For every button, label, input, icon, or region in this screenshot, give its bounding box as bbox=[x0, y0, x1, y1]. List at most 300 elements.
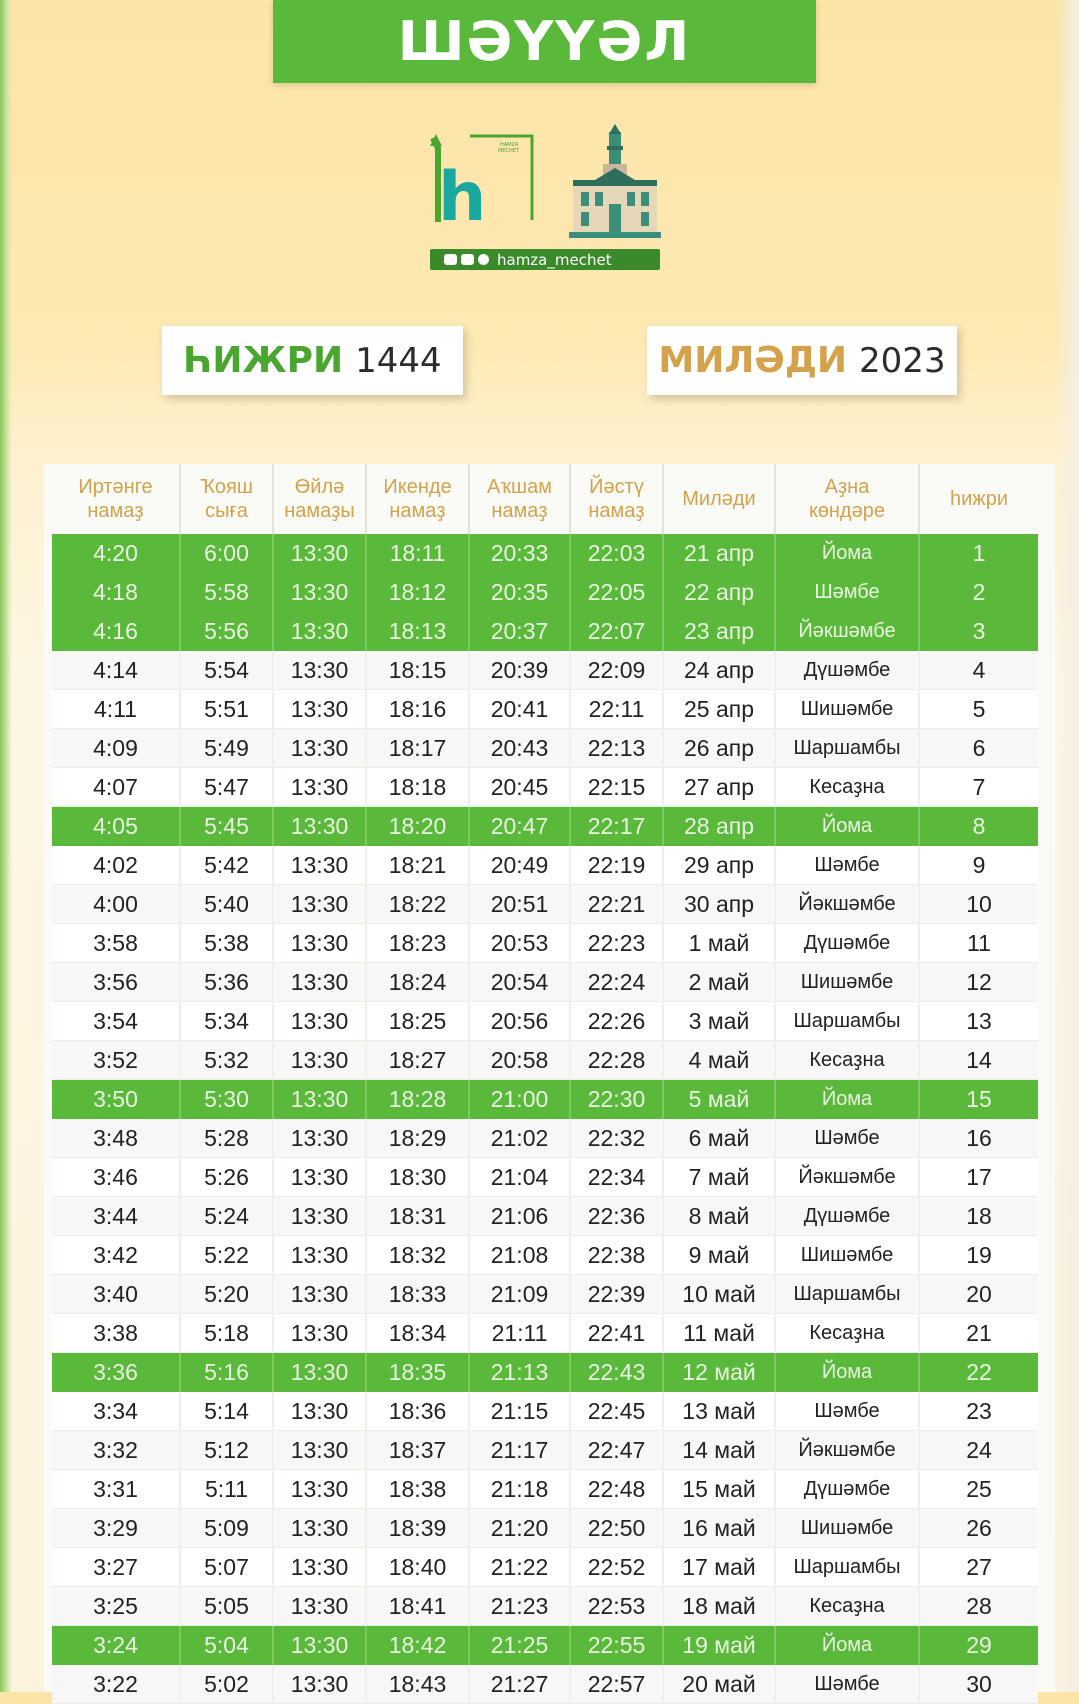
cell-evening-prayer: 21:18 bbox=[469, 1470, 570, 1509]
cell-afternoon-prayer: 18:13 bbox=[366, 612, 469, 651]
cell-hijri-day: 6 bbox=[919, 729, 1038, 768]
cell-weekday: Йәкшәмбе bbox=[775, 1158, 919, 1197]
cell-weekday: Шәмбе bbox=[775, 1665, 919, 1704]
cell-evening-prayer: 20:41 bbox=[469, 690, 570, 729]
cell-gregorian-date: 2 май bbox=[663, 963, 775, 1002]
cell-night-prayer: 22:24 bbox=[570, 963, 663, 1002]
cell-sunrise: 5:22 bbox=[180, 1236, 273, 1275]
cell-sunrise: 5:45 bbox=[180, 807, 273, 846]
cell-noon-prayer: 13:30 bbox=[273, 924, 366, 963]
cell-sunrise: 5:51 bbox=[180, 690, 273, 729]
cell-afternoon-prayer: 18:16 bbox=[366, 690, 469, 729]
cell-evening-prayer: 20:45 bbox=[469, 768, 570, 807]
table-row-friday bbox=[52, 1626, 1038, 1665]
cell-sunrise: 5:18 bbox=[180, 1314, 273, 1353]
cell-evening-prayer: 20:54 bbox=[469, 963, 570, 1002]
cell-weekday: Йәкшәмбе bbox=[775, 1431, 919, 1470]
cell-night-prayer: 22:11 bbox=[570, 690, 663, 729]
cell-morning-prayer: 3:54 bbox=[52, 1002, 180, 1041]
cell-afternoon-prayer: 18:35 bbox=[366, 1353, 469, 1392]
cell-weekday: Йәкшәмбе bbox=[775, 612, 919, 651]
cell-hijri-day: 4 bbox=[919, 651, 1038, 690]
cell-sunrise: 5:54 bbox=[180, 651, 273, 690]
cell-noon-prayer: 13:30 bbox=[273, 573, 366, 612]
cell-weekday: Шишәмбе bbox=[775, 1236, 919, 1275]
cell-morning-prayer: 3:32 bbox=[52, 1431, 180, 1470]
cell-sunrise: 5:58 bbox=[180, 573, 273, 612]
cell-evening-prayer: 20:51 bbox=[469, 885, 570, 924]
cell-weekday: Шәмбе bbox=[775, 846, 919, 885]
cell-afternoon-prayer: 18:30 bbox=[366, 1158, 469, 1197]
cell-afternoon-prayer: 18:34 bbox=[366, 1314, 469, 1353]
cell-morning-prayer: 4:05 bbox=[52, 807, 180, 846]
cell-afternoon-prayer: 18:29 bbox=[366, 1119, 469, 1158]
cell-gregorian-date: 24 апр bbox=[663, 651, 775, 690]
cell-noon-prayer: 13:30 bbox=[273, 1548, 366, 1587]
cell-night-prayer: 22:41 bbox=[570, 1314, 663, 1353]
cell-afternoon-prayer: 18:18 bbox=[366, 768, 469, 807]
cell-hijri-day: 22 bbox=[919, 1353, 1038, 1392]
cell-noon-prayer: 13:30 bbox=[273, 1626, 366, 1665]
cell-weekday: Дүшәмбе bbox=[775, 924, 919, 963]
cell-noon-prayer: 13:30 bbox=[273, 885, 366, 924]
cell-gregorian-date: 25 апр bbox=[663, 690, 775, 729]
cell-evening-prayer: 21:15 bbox=[469, 1392, 570, 1431]
cell-hijri-day: 2 bbox=[919, 573, 1038, 612]
cell-hijri-day: 30 bbox=[919, 1665, 1038, 1704]
cell-weekday: Шишәмбе bbox=[775, 1509, 919, 1548]
cell-afternoon-prayer: 18:21 bbox=[366, 846, 469, 885]
cell-weekday: Йома bbox=[775, 1080, 919, 1119]
cell-gregorian-date: 28 апр bbox=[663, 807, 775, 846]
cell-gregorian-date: 18 май bbox=[663, 1587, 775, 1626]
cell-night-prayer: 22:38 bbox=[570, 1236, 663, 1275]
cell-evening-prayer: 21:11 bbox=[469, 1314, 570, 1353]
cell-afternoon-prayer: 18:42 bbox=[366, 1626, 469, 1665]
cell-gregorian-date: 3 май bbox=[663, 1002, 775, 1041]
cell-evening-prayer: 21:27 bbox=[469, 1665, 570, 1704]
cell-gregorian-date: 11 май bbox=[663, 1314, 775, 1353]
cell-gregorian-date: 22 апр bbox=[663, 573, 775, 612]
cell-morning-prayer: 3:24 bbox=[52, 1626, 180, 1665]
cell-night-prayer: 22:21 bbox=[570, 885, 663, 924]
cell-hijri-day: 26 bbox=[919, 1509, 1038, 1548]
cell-evening-prayer: 20:49 bbox=[469, 846, 570, 885]
cell-sunrise: 5:16 bbox=[180, 1353, 273, 1392]
vk-icon bbox=[461, 254, 474, 265]
table-row-friday bbox=[52, 534, 1038, 573]
cell-night-prayer: 22:50 bbox=[570, 1509, 663, 1548]
table-row bbox=[52, 768, 1038, 807]
cell-sunrise: 5:40 bbox=[180, 885, 273, 924]
cell-gregorian-date: 20 май bbox=[663, 1665, 775, 1704]
cell-morning-prayer: 4:20 bbox=[52, 534, 180, 573]
cell-weekday: Шаршамбы bbox=[775, 729, 919, 768]
cell-gregorian-date: 15 май bbox=[663, 1470, 775, 1509]
cell-noon-prayer: 13:30 bbox=[273, 768, 366, 807]
cell-sunrise: 5:24 bbox=[180, 1197, 273, 1236]
cell-morning-prayer: 4:14 bbox=[52, 651, 180, 690]
cell-evening-prayer: 21:25 bbox=[469, 1626, 570, 1665]
cell-morning-prayer: 3:27 bbox=[52, 1548, 180, 1587]
table-header-row bbox=[52, 464, 1038, 534]
cell-hijri-day: 11 bbox=[919, 924, 1038, 963]
cell-hijri-day: 17 bbox=[919, 1158, 1038, 1197]
cell-afternoon-prayer: 18:20 bbox=[366, 807, 469, 846]
cell-weekday: Дүшәмбе bbox=[775, 1197, 919, 1236]
cell-night-prayer: 22:26 bbox=[570, 1002, 663, 1041]
cell-weekday: Шәмбе bbox=[775, 1119, 919, 1158]
table-row bbox=[52, 1470, 1038, 1509]
cell-gregorian-date: 17 май bbox=[663, 1548, 775, 1587]
cell-evening-prayer: 21:00 bbox=[469, 1080, 570, 1119]
cell-afternoon-prayer: 18:27 bbox=[366, 1041, 469, 1080]
cell-sunrise: 6:00 bbox=[180, 534, 273, 573]
cell-night-prayer: 22:48 bbox=[570, 1470, 663, 1509]
cell-weekday: Шәмбе bbox=[775, 573, 919, 612]
cell-gregorian-date: 14 май bbox=[663, 1431, 775, 1470]
cell-noon-prayer: 13:30 bbox=[273, 807, 366, 846]
cell-weekday: Шаршамбы bbox=[775, 1002, 919, 1041]
cell-sunrise: 5:04 bbox=[180, 1626, 273, 1665]
cell-evening-prayer: 21:23 bbox=[469, 1587, 570, 1626]
cell-noon-prayer: 13:30 bbox=[273, 1431, 366, 1470]
cell-sunrise: 5:36 bbox=[180, 963, 273, 1002]
cell-night-prayer: 22:23 bbox=[570, 924, 663, 963]
cell-hijri-day: 9 bbox=[919, 846, 1038, 885]
cell-weekday: Йома bbox=[775, 1626, 919, 1665]
column-header-morning-prayer: Иртәнге намаҙ bbox=[52, 464, 180, 534]
table-row bbox=[52, 1587, 1038, 1626]
cell-gregorian-date: 13 май bbox=[663, 1392, 775, 1431]
cell-afternoon-prayer: 18:12 bbox=[366, 573, 469, 612]
cell-hijri-day: 3 bbox=[919, 612, 1038, 651]
cell-morning-prayer: 3:31 bbox=[52, 1470, 180, 1509]
social-handle-bar bbox=[430, 249, 660, 270]
table-body bbox=[52, 534, 1038, 1704]
cell-sunrise: 5:34 bbox=[180, 1002, 273, 1041]
cell-sunrise: 5:09 bbox=[180, 1509, 273, 1548]
cell-gregorian-date: 5 май bbox=[663, 1080, 775, 1119]
cell-morning-prayer: 3:40 bbox=[52, 1275, 180, 1314]
cell-gregorian-date: 8 май bbox=[663, 1197, 775, 1236]
cell-evening-prayer: 20:58 bbox=[469, 1041, 570, 1080]
table-row bbox=[52, 729, 1038, 768]
cell-hijri-day: 8 bbox=[919, 807, 1038, 846]
cell-evening-prayer: 21:09 bbox=[469, 1275, 570, 1314]
cell-gregorian-date: 26 апр bbox=[663, 729, 775, 768]
cell-night-prayer: 22:43 bbox=[570, 1353, 663, 1392]
cell-noon-prayer: 13:30 bbox=[273, 690, 366, 729]
cell-evening-prayer: 20:33 bbox=[469, 534, 570, 573]
cell-night-prayer: 22:13 bbox=[570, 729, 663, 768]
table-row bbox=[52, 1158, 1038, 1197]
table-row bbox=[52, 1314, 1038, 1353]
table-row-friday bbox=[52, 1353, 1038, 1392]
cell-night-prayer: 22:34 bbox=[570, 1158, 663, 1197]
cell-evening-prayer: 20:35 bbox=[469, 573, 570, 612]
cell-hijri-day: 13 bbox=[919, 1002, 1038, 1041]
cell-noon-prayer: 13:30 bbox=[273, 1197, 366, 1236]
cell-night-prayer: 22:47 bbox=[570, 1431, 663, 1470]
cell-hijri-day: 25 bbox=[919, 1470, 1038, 1509]
cell-weekday: Йома bbox=[775, 1353, 919, 1392]
cell-noon-prayer: 13:30 bbox=[273, 846, 366, 885]
cell-hijri-day: 21 bbox=[919, 1314, 1038, 1353]
cell-gregorian-date: 9 май bbox=[663, 1236, 775, 1275]
table-row bbox=[52, 885, 1038, 924]
cell-morning-prayer: 3:56 bbox=[52, 963, 180, 1002]
cell-noon-prayer: 13:30 bbox=[273, 1002, 366, 1041]
cell-night-prayer: 22:03 bbox=[570, 534, 663, 573]
cell-night-prayer: 22:07 bbox=[570, 612, 663, 651]
cell-morning-prayer: 3:34 bbox=[52, 1392, 180, 1431]
cell-gregorian-date: 7 май bbox=[663, 1158, 775, 1197]
cell-gregorian-date: 19 май bbox=[663, 1626, 775, 1665]
cell-sunrise: 5:56 bbox=[180, 612, 273, 651]
cell-night-prayer: 22:53 bbox=[570, 1587, 663, 1626]
cell-morning-prayer: 3:25 bbox=[52, 1587, 180, 1626]
cell-afternoon-prayer: 18:25 bbox=[366, 1002, 469, 1041]
cell-hijri-day: 15 bbox=[919, 1080, 1038, 1119]
cell-noon-prayer: 13:30 bbox=[273, 1236, 366, 1275]
cell-noon-prayer: 13:30 bbox=[273, 1470, 366, 1509]
table-row bbox=[52, 1548, 1038, 1587]
hamza-mosque-logo bbox=[430, 134, 535, 234]
miladi-label: МИЛӘДИ bbox=[658, 340, 848, 381]
cell-morning-prayer: 3:38 bbox=[52, 1314, 180, 1353]
cell-sunrise: 5:14 bbox=[180, 1392, 273, 1431]
cell-gregorian-date: 23 апр bbox=[663, 612, 775, 651]
table-row bbox=[52, 1041, 1038, 1080]
cell-weekday: Шаршамбы bbox=[775, 1275, 919, 1314]
table-row bbox=[52, 1002, 1038, 1041]
cell-gregorian-date: 12 май bbox=[663, 1353, 775, 1392]
cell-afternoon-prayer: 18:22 bbox=[366, 885, 469, 924]
hijri-year-box bbox=[162, 326, 463, 395]
cell-afternoon-prayer: 18:41 bbox=[366, 1587, 469, 1626]
cell-night-prayer: 22:52 bbox=[570, 1548, 663, 1587]
cell-sunrise: 5:20 bbox=[180, 1275, 273, 1314]
cell-afternoon-prayer: 18:17 bbox=[366, 729, 469, 768]
cell-weekday: Кесаҙна bbox=[775, 768, 919, 807]
cell-sunrise: 5:49 bbox=[180, 729, 273, 768]
cell-afternoon-prayer: 18:32 bbox=[366, 1236, 469, 1275]
cell-weekday: Дүшәмбе bbox=[775, 651, 919, 690]
cell-sunrise: 5:11 bbox=[180, 1470, 273, 1509]
cell-morning-prayer: 3:52 bbox=[52, 1041, 180, 1080]
cell-night-prayer: 22:09 bbox=[570, 651, 663, 690]
cell-afternoon-prayer: 18:24 bbox=[366, 963, 469, 1002]
cell-noon-prayer: 13:30 bbox=[273, 1080, 366, 1119]
cell-noon-prayer: 13:30 bbox=[273, 729, 366, 768]
cell-afternoon-prayer: 18:33 bbox=[366, 1275, 469, 1314]
cell-weekday: Дүшәмбе bbox=[775, 1470, 919, 1509]
cell-hijri-day: 18 bbox=[919, 1197, 1038, 1236]
cell-hijri-day: 29 bbox=[919, 1626, 1038, 1665]
cell-morning-prayer: 4:00 bbox=[52, 885, 180, 924]
column-header-gregorian-date: Миләди bbox=[663, 464, 775, 534]
table-row bbox=[52, 846, 1038, 885]
cell-noon-prayer: 13:30 bbox=[273, 1275, 366, 1314]
cell-noon-prayer: 13:30 bbox=[273, 1314, 366, 1353]
cell-afternoon-prayer: 18:40 bbox=[366, 1548, 469, 1587]
column-header-afternoon-prayer: Икенде намаҙ bbox=[366, 464, 469, 534]
cell-sunrise: 5:05 bbox=[180, 1587, 273, 1626]
left-border-decoration bbox=[0, 0, 12, 1692]
cell-weekday: Шишәмбе bbox=[775, 690, 919, 729]
cell-morning-prayer: 4:16 bbox=[52, 612, 180, 651]
cell-gregorian-date: 27 апр bbox=[663, 768, 775, 807]
cell-weekday: Йома bbox=[775, 807, 919, 846]
column-header-sunrise: Ҡояш сығa bbox=[180, 464, 273, 534]
cell-evening-prayer: 21:06 bbox=[469, 1197, 570, 1236]
cell-noon-prayer: 13:30 bbox=[273, 963, 366, 1002]
cell-evening-prayer: 21:13 bbox=[469, 1353, 570, 1392]
cell-evening-prayer: 20:56 bbox=[469, 1002, 570, 1041]
month-title-banner bbox=[273, 0, 816, 83]
cell-hijri-day: 7 bbox=[919, 768, 1038, 807]
cell-afternoon-prayer: 18:11 bbox=[366, 534, 469, 573]
cell-night-prayer: 22:36 bbox=[570, 1197, 663, 1236]
cell-night-prayer: 22:57 bbox=[570, 1665, 663, 1704]
cell-evening-prayer: 20:37 bbox=[469, 612, 570, 651]
cell-morning-prayer: 3:36 bbox=[52, 1353, 180, 1392]
cell-evening-prayer: 20:43 bbox=[469, 729, 570, 768]
cell-sunrise: 5:42 bbox=[180, 846, 273, 885]
table-row bbox=[52, 1197, 1038, 1236]
cell-morning-prayer: 3:46 bbox=[52, 1158, 180, 1197]
table-row bbox=[52, 1275, 1038, 1314]
cell-gregorian-date: 4 май bbox=[663, 1041, 775, 1080]
prayer-times-table bbox=[52, 464, 1038, 1704]
column-header-weekday: Аҙна көндәре bbox=[775, 464, 919, 534]
cell-evening-prayer: 21:22 bbox=[469, 1548, 570, 1587]
table-row bbox=[52, 1392, 1038, 1431]
table-row-friday bbox=[52, 1080, 1038, 1119]
cell-morning-prayer: 4:07 bbox=[52, 768, 180, 807]
table-row bbox=[52, 963, 1038, 1002]
cell-evening-prayer: 20:47 bbox=[469, 807, 570, 846]
miladi-year: 2023 bbox=[859, 340, 946, 381]
table-row bbox=[52, 1119, 1038, 1158]
cell-sunrise: 5:47 bbox=[180, 768, 273, 807]
cell-night-prayer: 22:30 bbox=[570, 1080, 663, 1119]
table-row bbox=[52, 1431, 1038, 1470]
cell-morning-prayer: 3:58 bbox=[52, 924, 180, 963]
cell-afternoon-prayer: 18:37 bbox=[366, 1431, 469, 1470]
cell-hijri-day: 5 bbox=[919, 690, 1038, 729]
cell-night-prayer: 22:45 bbox=[570, 1392, 663, 1431]
cell-hijri-day: 14 bbox=[919, 1041, 1038, 1080]
table-row-friday bbox=[52, 807, 1038, 846]
cell-noon-prayer: 13:30 bbox=[273, 1041, 366, 1080]
cell-evening-prayer: 21:04 bbox=[469, 1158, 570, 1197]
table-row bbox=[52, 690, 1038, 729]
social-handle: hamza_mechet bbox=[497, 250, 612, 269]
cell-night-prayer: 22:55 bbox=[570, 1626, 663, 1665]
cell-morning-prayer: 3:42 bbox=[52, 1236, 180, 1275]
cell-night-prayer: 22:05 bbox=[570, 573, 663, 612]
cell-morning-prayer: 3:22 bbox=[52, 1665, 180, 1704]
cell-evening-prayer: 21:02 bbox=[469, 1119, 570, 1158]
cell-gregorian-date: 16 май bbox=[663, 1509, 775, 1548]
cell-night-prayer: 22:39 bbox=[570, 1275, 663, 1314]
cell-morning-prayer: 4:02 bbox=[52, 846, 180, 885]
table-row-friday bbox=[52, 573, 1038, 612]
table-row bbox=[52, 1509, 1038, 1548]
cell-sunrise: 5:32 bbox=[180, 1041, 273, 1080]
table-row bbox=[52, 651, 1038, 690]
cell-morning-prayer: 3:44 bbox=[52, 1197, 180, 1236]
cell-hijri-day: 16 bbox=[919, 1119, 1038, 1158]
hijri-label: ҺИЖРИ bbox=[183, 340, 344, 381]
cell-night-prayer: 22:15 bbox=[570, 768, 663, 807]
cell-gregorian-date: 6 май bbox=[663, 1119, 775, 1158]
cell-hijri-day: 20 bbox=[919, 1275, 1038, 1314]
cell-weekday: Шишәмбе bbox=[775, 963, 919, 1002]
column-header-hijri-day: һижри bbox=[950, 488, 1008, 510]
cell-morning-prayer: 3:50 bbox=[52, 1080, 180, 1119]
cell-afternoon-prayer: 18:38 bbox=[366, 1470, 469, 1509]
cell-noon-prayer: 13:30 bbox=[273, 1353, 366, 1392]
cell-gregorian-date: 29 апр bbox=[663, 846, 775, 885]
cell-weekday: Йәкшәмбе bbox=[775, 885, 919, 924]
cell-gregorian-date: 30 апр bbox=[663, 885, 775, 924]
hijri-year: 1444 bbox=[355, 340, 442, 381]
cell-gregorian-date: 1 май bbox=[663, 924, 775, 963]
table-row bbox=[52, 1665, 1038, 1704]
cell-hijri-day: 24 bbox=[919, 1431, 1038, 1470]
table-row-friday bbox=[52, 612, 1038, 651]
cell-morning-prayer: 3:29 bbox=[52, 1509, 180, 1548]
cell-afternoon-prayer: 18:43 bbox=[366, 1665, 469, 1704]
column-header-night-prayer: Йәстү намаҙ bbox=[570, 464, 663, 534]
cell-night-prayer: 22:32 bbox=[570, 1119, 663, 1158]
youtube-icon bbox=[444, 254, 457, 265]
cell-gregorian-date: 10 май bbox=[663, 1275, 775, 1314]
column-header-noon-prayer: Өйлә намаҙы bbox=[273, 464, 366, 534]
cell-sunrise: 5:26 bbox=[180, 1158, 273, 1197]
cell-sunrise: 5:28 bbox=[180, 1119, 273, 1158]
cell-noon-prayer: 13:30 bbox=[273, 534, 366, 573]
cell-noon-prayer: 13:30 bbox=[273, 1587, 366, 1626]
cell-gregorian-date: 21 апр bbox=[663, 534, 775, 573]
cell-morning-prayer: 3:48 bbox=[52, 1119, 180, 1158]
cell-morning-prayer: 4:18 bbox=[52, 573, 180, 612]
cell-evening-prayer: 21:08 bbox=[469, 1236, 570, 1275]
cell-sunrise: 5:12 bbox=[180, 1431, 273, 1470]
cell-afternoon-prayer: 18:39 bbox=[366, 1509, 469, 1548]
cell-hijri-day: 23 bbox=[919, 1392, 1038, 1431]
cell-afternoon-prayer: 18:23 bbox=[366, 924, 469, 963]
cell-evening-prayer: 21:17 bbox=[469, 1431, 570, 1470]
cell-afternoon-prayer: 18:15 bbox=[366, 651, 469, 690]
cell-evening-prayer: 20:53 bbox=[469, 924, 570, 963]
cell-morning-prayer: 4:11 bbox=[52, 690, 180, 729]
telegram-icon bbox=[478, 254, 489, 265]
cell-afternoon-prayer: 18:31 bbox=[366, 1197, 469, 1236]
prayer-times-panel bbox=[44, 464, 1055, 1697]
cell-afternoon-prayer: 18:28 bbox=[366, 1080, 469, 1119]
cell-afternoon-prayer: 18:36 bbox=[366, 1392, 469, 1431]
table-row bbox=[52, 924, 1038, 963]
cell-sunrise: 5:07 bbox=[180, 1548, 273, 1587]
svg-text:HAMZA: HAMZA bbox=[500, 142, 519, 148]
cell-noon-prayer: 13:30 bbox=[273, 1119, 366, 1158]
cell-noon-prayer: 13:30 bbox=[273, 612, 366, 651]
miladi-year-box bbox=[647, 326, 957, 395]
